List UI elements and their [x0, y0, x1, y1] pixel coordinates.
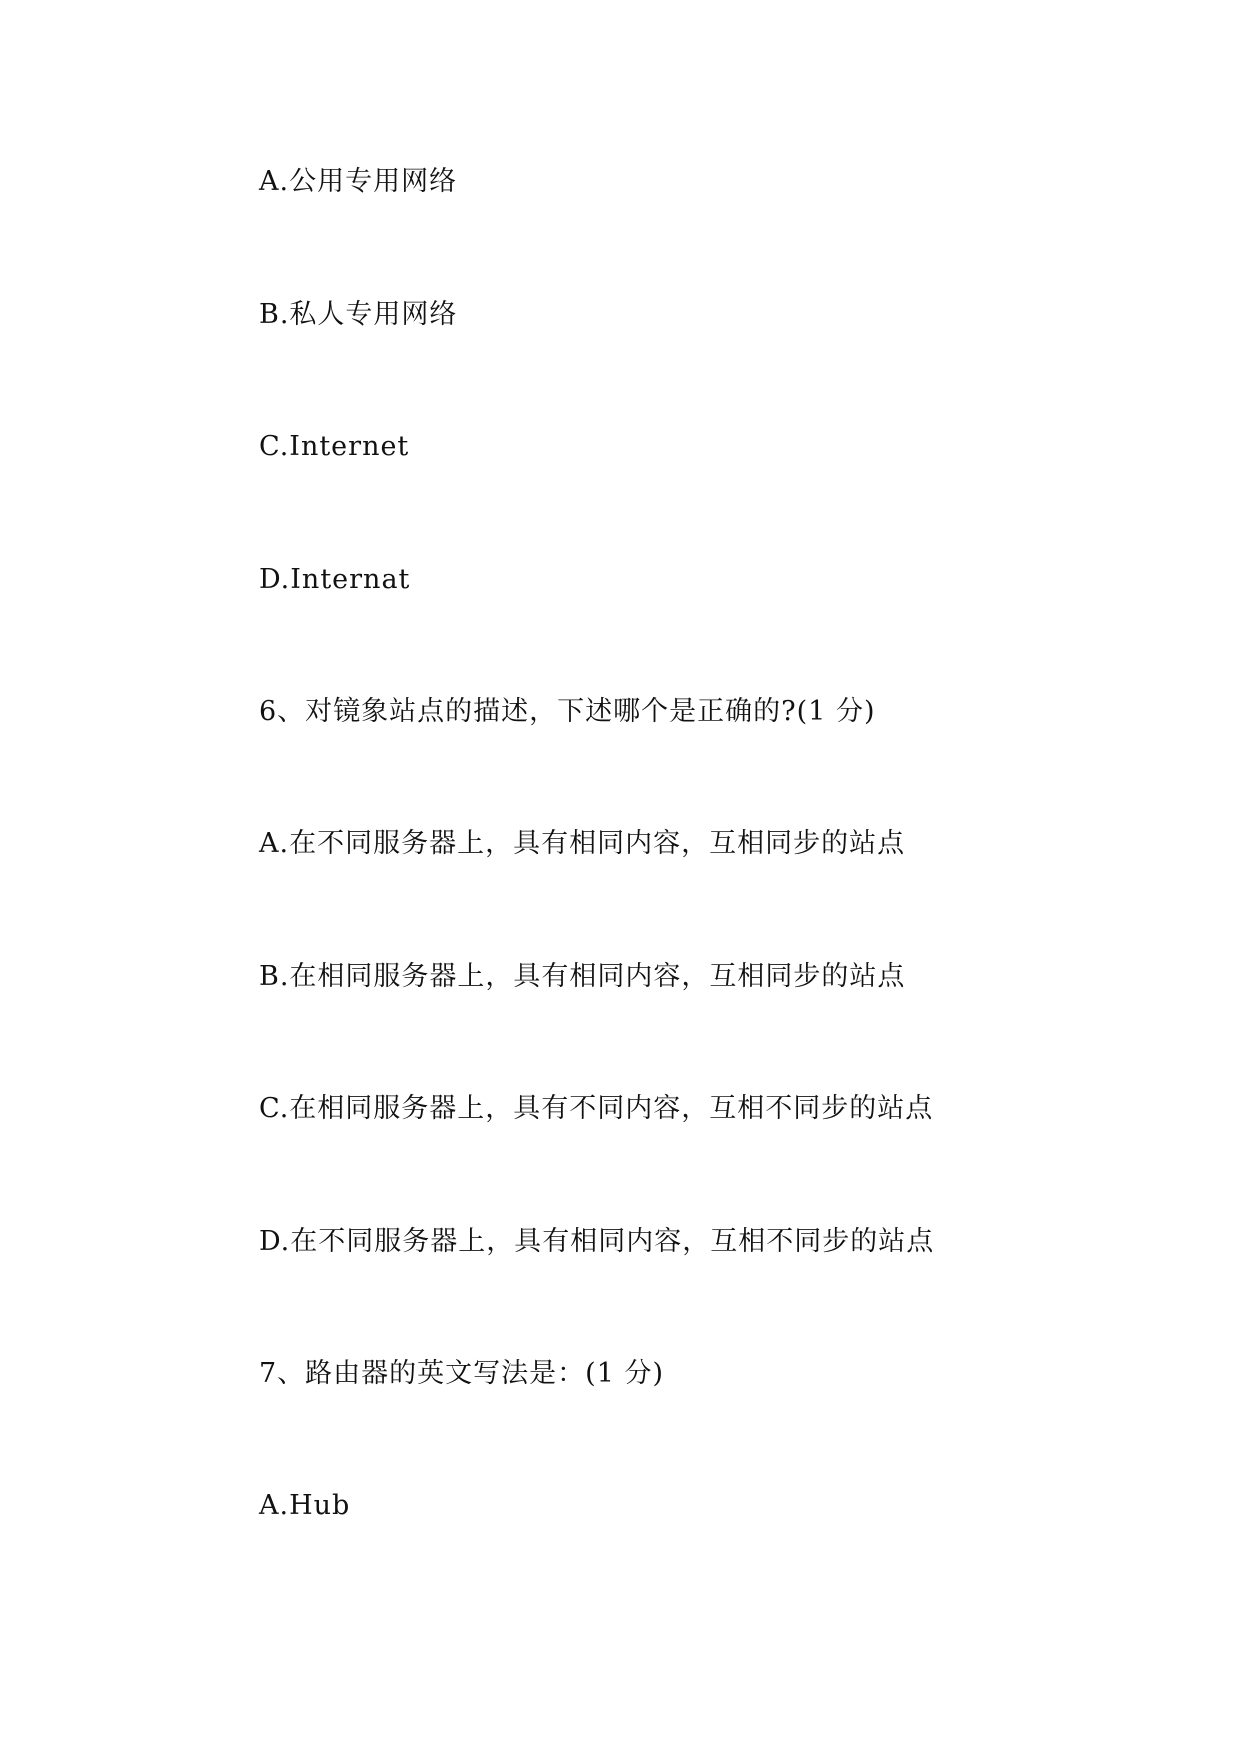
option-a-q6: A.在不同服务器上，具有相同内容，互相同步的站点 [259, 828, 906, 859]
option-c-q6: C.在相同服务器上，具有不同内容，互相不同步的站点 [259, 1093, 934, 1124]
option-c-q5: C.Internet [259, 431, 410, 462]
option-d-q5: D.Internat [259, 564, 411, 595]
option-b-q5: B.私人专用网络 [259, 299, 458, 330]
option-a-q5: A.公用专用网络 [259, 166, 458, 197]
option-b-q6: B.在相同服务器上，具有相同内容，互相同步的站点 [259, 961, 906, 992]
option-a-q7: A.Hub [259, 1490, 351, 1521]
question-6: 6、对镜象站点的描述，下述哪个是正确的?(1 分) [259, 696, 876, 727]
question-7: 7、路由器的英文写法是：(1 分) [259, 1358, 665, 1389]
option-d-q6: D.在不同服务器上，具有相同内容，互相不同步的站点 [259, 1226, 935, 1257]
